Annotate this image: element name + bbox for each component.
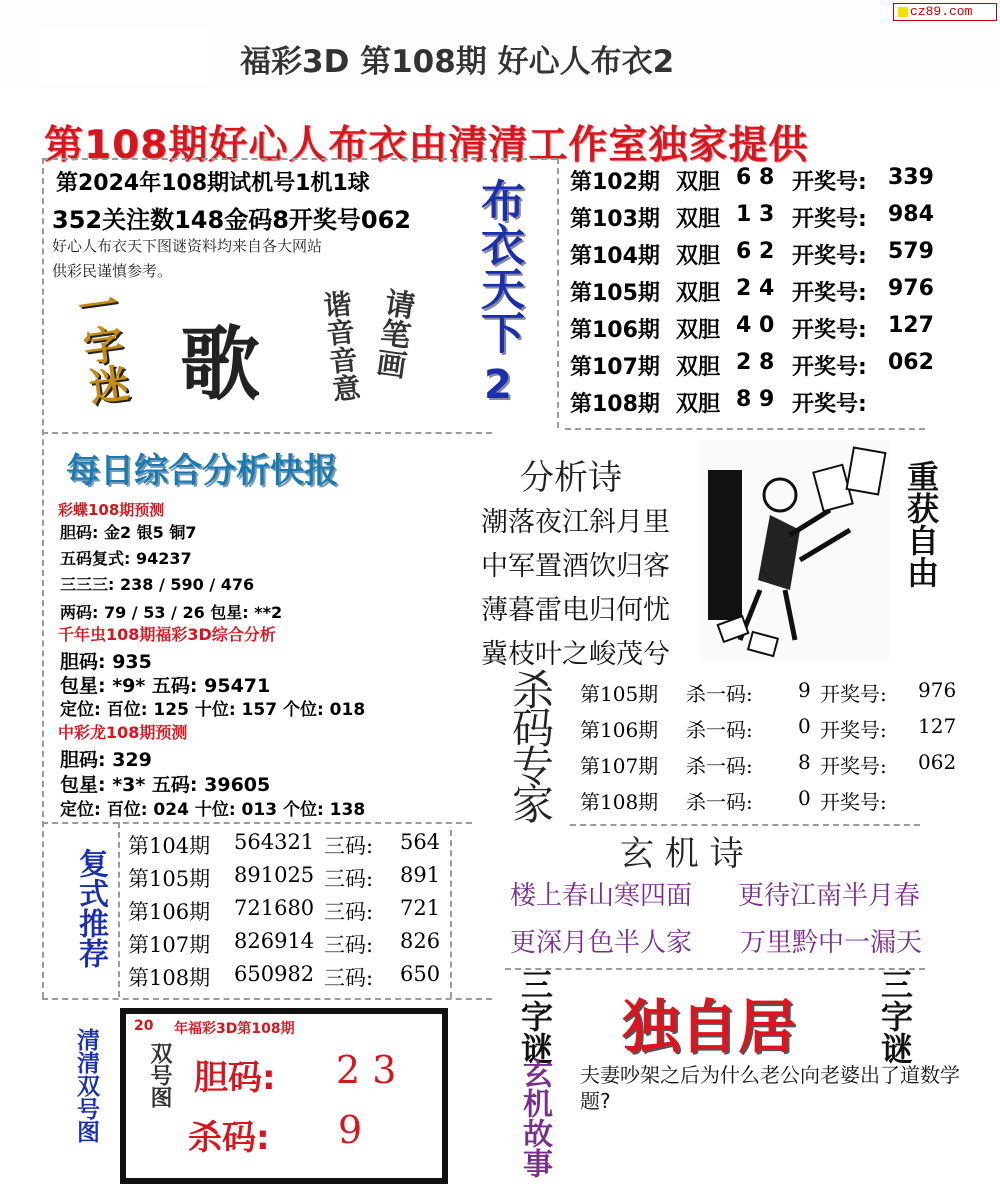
shuanghao-frame	[120, 1008, 448, 1184]
double-dan-draw: 984	[888, 202, 934, 227]
divider	[42, 158, 557, 160]
divider	[42, 998, 492, 1000]
zcl-title: 中彩龙108期预测	[58, 723, 188, 742]
fushi-three: 650	[400, 962, 441, 986]
fushi-period: 第107期	[128, 933, 211, 957]
kill-period: 第106期	[580, 718, 659, 742]
kill-num: 8	[798, 750, 811, 774]
caidie-sss: 三三三: 238 / 590 / 476	[60, 575, 255, 594]
double-dan-draw-label: 开奖号:	[792, 392, 867, 417]
analysis-heading: 每日综合分析快报	[66, 451, 338, 491]
divider	[42, 822, 472, 824]
kill-draw: 062	[918, 750, 957, 774]
kill-label: 杀一码:	[686, 718, 753, 742]
page-title: 福彩3D 第108期 好心人布衣2	[240, 44, 675, 80]
story-text: 夫妻吵架之后为什么老公向老婆出了道数学题?	[580, 1063, 960, 1113]
poem-line: 潮落夜江斜月里	[481, 507, 670, 538]
double-dan-label: 双胆	[676, 170, 721, 195]
double-dan-draw-label: 开奖号:	[792, 170, 867, 195]
riddle-side-label: 一字迷	[68, 282, 132, 408]
shuanghao-title: 年福彩3D第108期	[174, 1021, 295, 1037]
fushi-label: 三码:	[324, 834, 374, 858]
shuanghao-dan: 2 3	[336, 1048, 397, 1092]
double-dan-period: 第102期	[570, 170, 660, 195]
logo-dot-icon	[898, 7, 908, 17]
header-blank	[40, 28, 214, 84]
double-dan-nums: 6 8	[736, 165, 775, 190]
trial-line-1: 第2024年108期试机号1机1球	[56, 171, 370, 196]
riddle-hint-1: 请笔画	[368, 286, 417, 381]
site-name: cz89.com	[910, 4, 973, 19]
double-dan-period: 第105期	[570, 281, 660, 306]
fushi-code: 826914	[234, 929, 315, 953]
divider	[565, 428, 925, 430]
fushi-period: 第108期	[128, 966, 211, 990]
kill-period: 第105期	[580, 682, 659, 706]
kill-side: 杀码专家	[506, 668, 555, 820]
poem-line: 冀枝叶之峻茂兮	[481, 639, 670, 670]
fushi-code: 721680	[234, 896, 315, 920]
fushi-code: 891025	[234, 863, 315, 887]
double-dan-draw-label: 开奖号:	[792, 281, 867, 306]
kill-num: 9	[798, 678, 811, 702]
fushi-side: 复式推荐	[73, 848, 108, 968]
xuanji-title: 玄 机 诗	[620, 834, 744, 874]
header-bar	[0, 0, 1000, 88]
double-dan-draw-label: 开奖号:	[792, 355, 867, 380]
qnc-dan: 胆码: 935	[60, 651, 152, 673]
double-dan-draw-label: 开奖号:	[792, 207, 867, 232]
double-dan-period: 第104期	[570, 244, 660, 269]
double-dan-label: 双胆	[676, 392, 721, 417]
double-dan-draw-label: 开奖号:	[792, 318, 867, 343]
divider	[450, 830, 452, 998]
shuanghao-tag: 双号图	[147, 1042, 172, 1108]
fushi-three: 721	[400, 896, 441, 920]
xuanji-line-2a: 更深月色半人家	[510, 928, 693, 958]
double-dan-label: 双胆	[676, 355, 721, 380]
double-dan-nums: 6 2	[736, 239, 775, 264]
site-logo[interactable]	[893, 3, 997, 21]
divider	[118, 822, 120, 997]
double-dan-label: 双胆	[676, 244, 721, 269]
cartoon-image	[700, 440, 890, 660]
double-dan-draw: 339	[888, 165, 934, 190]
sanzimi-side-right: 三字谜	[876, 968, 914, 1064]
divider	[42, 158, 44, 998]
fushi-three: 826	[400, 929, 441, 953]
riddle-word: 歌	[180, 317, 260, 411]
divider	[42, 432, 492, 434]
qnc-bao: 包星: *9* 五码: 95471	[60, 675, 271, 697]
kill-draw-label: 开奖号:	[820, 718, 887, 742]
zcl-ding: 定位: 百位: 024 十位: 013 个位: 138	[60, 800, 366, 820]
fushi-label: 三码:	[324, 966, 374, 990]
double-dan-draw: 579	[888, 239, 934, 264]
poem-line: 中军置酒饮归客	[481, 551, 670, 582]
xuanji-line-1b: 更待江南半月春	[738, 881, 921, 911]
poem-side: 重获自由	[902, 460, 940, 588]
kill-period: 第107期	[580, 754, 659, 778]
divider	[557, 158, 559, 428]
kill-draw: 127	[918, 714, 957, 738]
trial-line-2: 352关注数148金码8开奖号062	[52, 206, 411, 234]
fushi-three: 564	[400, 830, 441, 854]
double-dan-draw-label: 开奖号:	[792, 244, 867, 269]
caidie-liangma: 两码: 79 / 53 / 26 包星: **2	[60, 603, 283, 622]
double-dan-nums: 4 0	[736, 313, 775, 338]
story-side: 玄机故事	[517, 1058, 552, 1178]
sanzimi-answer: 独自居	[622, 993, 797, 1061]
double-dan-draw: 976	[888, 276, 934, 301]
brand-number: 2	[484, 362, 512, 408]
kill-draw: 976	[918, 678, 957, 702]
shuanghao-sha: 9	[338, 1108, 363, 1152]
sanzimi-side-left: 三字谜	[516, 968, 554, 1064]
zcl-dan: 胆码: 329	[60, 749, 152, 771]
double-dan-nums: 8 9	[736, 387, 775, 412]
kill-draw-label: 开奖号:	[820, 790, 887, 814]
shuanghao-year-prefix: 20	[134, 1018, 154, 1034]
poem-line: 薄暮雷电归何忧	[481, 595, 670, 626]
fushi-three: 891	[400, 863, 441, 887]
zcl-bao: 包星: *3* 五码: 39605	[60, 774, 271, 796]
caidie-title: 彩蝶108期预测	[58, 501, 165, 519]
kill-label: 杀一码:	[686, 790, 753, 814]
double-dan-label: 双胆	[676, 318, 721, 343]
kill-draw-label: 开奖号:	[820, 754, 887, 778]
shuanghao-dan-label: 胆码:	[194, 1058, 276, 1098]
qnc-ding: 定位: 百位: 125 十位: 157 个位: 018	[60, 700, 366, 720]
fushi-code: 650982	[234, 962, 315, 986]
caidie-dan: 胆码: 金2 银5 铜7	[60, 523, 197, 542]
divider	[505, 968, 925, 970]
xuanji-line-2b: 万里黔中一漏天	[740, 928, 923, 958]
fushi-period: 第104期	[128, 834, 211, 858]
fushi-period: 第106期	[128, 900, 211, 924]
fushi-code: 564321	[234, 830, 315, 854]
riddle-hint-2: 谐音音意	[318, 288, 363, 404]
kill-label: 杀一码:	[686, 682, 753, 706]
double-dan-nums: 1 3	[736, 202, 775, 227]
kill-label: 杀一码:	[686, 754, 753, 778]
poem-title: 分析诗	[520, 458, 622, 498]
double-dan-period: 第108期	[570, 392, 660, 417]
double-dan-period: 第106期	[570, 318, 660, 343]
shuanghao-sha-label: 杀码:	[188, 1118, 270, 1158]
kill-num: 0	[798, 786, 811, 810]
caidie-wuma: 五码复式: 94237	[60, 549, 192, 568]
fushi-period: 第105期	[128, 867, 211, 891]
double-dan-nums: 2 4	[736, 276, 775, 301]
double-dan-period: 第107期	[570, 355, 660, 380]
kill-draw-label: 开奖号:	[820, 682, 887, 706]
banner-title: 第108期好心人布衣由清清工作室独家提供	[44, 123, 809, 168]
trial-notice-1: 好心人布衣天下图谜资料均来自各大网站	[52, 237, 323, 255]
qnc-title: 千年虫108期福彩3D综合分析	[58, 625, 276, 644]
double-dan-label: 双胆	[676, 281, 721, 306]
double-dan-draw: 062	[888, 350, 934, 375]
fushi-label: 三码:	[324, 900, 374, 924]
double-dan-period: 第103期	[570, 207, 660, 232]
double-dan-label: 双胆	[676, 207, 721, 232]
double-dan-nums: 2 8	[736, 350, 775, 375]
fushi-label: 三码:	[324, 867, 374, 891]
brand-label: 布衣天下	[473, 178, 524, 354]
kill-period: 第108期	[580, 790, 659, 814]
kill-num: 0	[798, 714, 811, 738]
shuanghao-side: 清清双号图	[73, 1028, 99, 1143]
shuanghao-card	[126, 1014, 442, 1178]
trial-notice-2: 供彩民谨慎参考。	[52, 262, 173, 280]
fushi-label: 三码:	[324, 933, 374, 957]
double-dan-draw: 127	[888, 313, 934, 338]
xuanji-line-1a: 楼上春山寒四面	[510, 881, 693, 911]
